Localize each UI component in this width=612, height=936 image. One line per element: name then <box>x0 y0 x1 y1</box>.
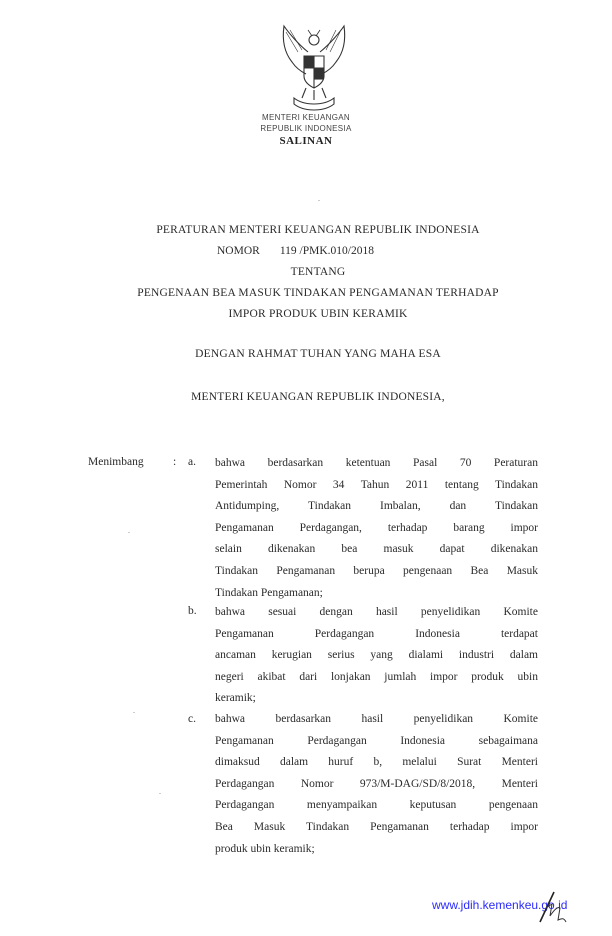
consideration-item-a <box>215 453 538 604</box>
text-line: selain dikenakan bea masuk dapat dikenakan <box>215 543 538 556</box>
subject-line-2: IMPOR PRODUK UBIN KERAMIK <box>228 308 408 320</box>
text-line: produk ubin keramik; <box>215 842 315 855</box>
office-name-line2: REPUBLIK INDONESIA <box>260 124 352 133</box>
text-line: ancaman kerugian serius yang dialami industri dalam <box>215 649 538 662</box>
item-b-letter: b. <box>188 605 197 617</box>
text-line: Tindakan Pengamanan berupa pengenaan Bea Masuk <box>215 564 538 577</box>
scan-speck <box>318 200 320 201</box>
paraf-signature-icon <box>538 888 588 928</box>
considerations-label: Menimbang <box>88 456 144 468</box>
scan-speck <box>159 793 161 794</box>
item-a-letter: a. <box>188 456 196 468</box>
text-line: bahwa berdasarkan ketentuan Pasal 70 Peraturan <box>215 457 538 469</box>
text-line: keramik; <box>215 692 256 705</box>
considerations-colon: : <box>173 456 177 468</box>
text-line: bahwa sesuai dengan hasil penyelidikan Komite <box>215 606 538 618</box>
text-line: dimaksud dalam huruf b, melalui Surat Menteri <box>215 756 538 769</box>
garuda-emblem-icon <box>278 22 350 114</box>
text-line: Perdagangan menyampaikan keputusan pengenaan <box>215 799 538 812</box>
number-value: 119 /PMK.010/2018 <box>279 245 374 257</box>
issuer: MENTERI KEUANGAN REPUBLIK INDONESIA, <box>191 391 445 403</box>
text-line: Pengamanan Perdagangan Indonesia sebagaimana <box>215 734 538 747</box>
subject-line-1: PENGENAAN BEA MASUK TINDAKAN PENGAMANAN TERHADAP <box>137 287 499 299</box>
consideration-item-c <box>215 709 538 860</box>
text-line: Pemerintah Nomor 34 Tahun 2011 tentang Tindakan <box>215 478 538 491</box>
invocation: DENGAN RAHMAT TUHAN YANG MAHA ESA <box>195 348 441 360</box>
number-label: NOMOR <box>217 245 260 257</box>
text-line: bahwa berdasarkan hasil penyelidikan Komite <box>215 713 538 725</box>
text-line: Perdagangan Nomor 973/M-DAG/SD/8/2018, Menteri <box>215 777 538 790</box>
office-name-line1: MENTERI KEUANGAN <box>262 113 350 122</box>
text-line: Pengamanan Perdagangan Indonesia terdapat <box>215 627 538 640</box>
text-line: Tindakan Pengamanan; <box>215 586 323 599</box>
text-line: negeri akibat dari lonjakan jumlah impor produk ubin <box>215 670 538 683</box>
item-c-letter: c. <box>188 713 196 725</box>
scan-speck <box>128 532 130 533</box>
regulation-number <box>217 245 374 257</box>
tentang-heading: TENTANG <box>290 266 346 278</box>
consideration-item-b <box>215 602 538 710</box>
text-line: Bea Masuk Tindakan Pengamanan terhadap impor <box>215 820 538 833</box>
copy-mark: SALINAN <box>279 135 333 147</box>
text-line: Antidumping, Tindakan Imbalan, dan Tindakan <box>215 500 538 513</box>
regulation-title: PERATURAN MENTERI KEUANGAN REPUBLIK INDONESIA <box>156 224 480 236</box>
scan-speck <box>133 712 135 713</box>
jdih-website-link[interactable]: www.jdih.kemenkeu.go.id <box>432 898 568 912</box>
text-line: Pengamanan Perdagangan, terhadap barang impor <box>215 521 538 534</box>
